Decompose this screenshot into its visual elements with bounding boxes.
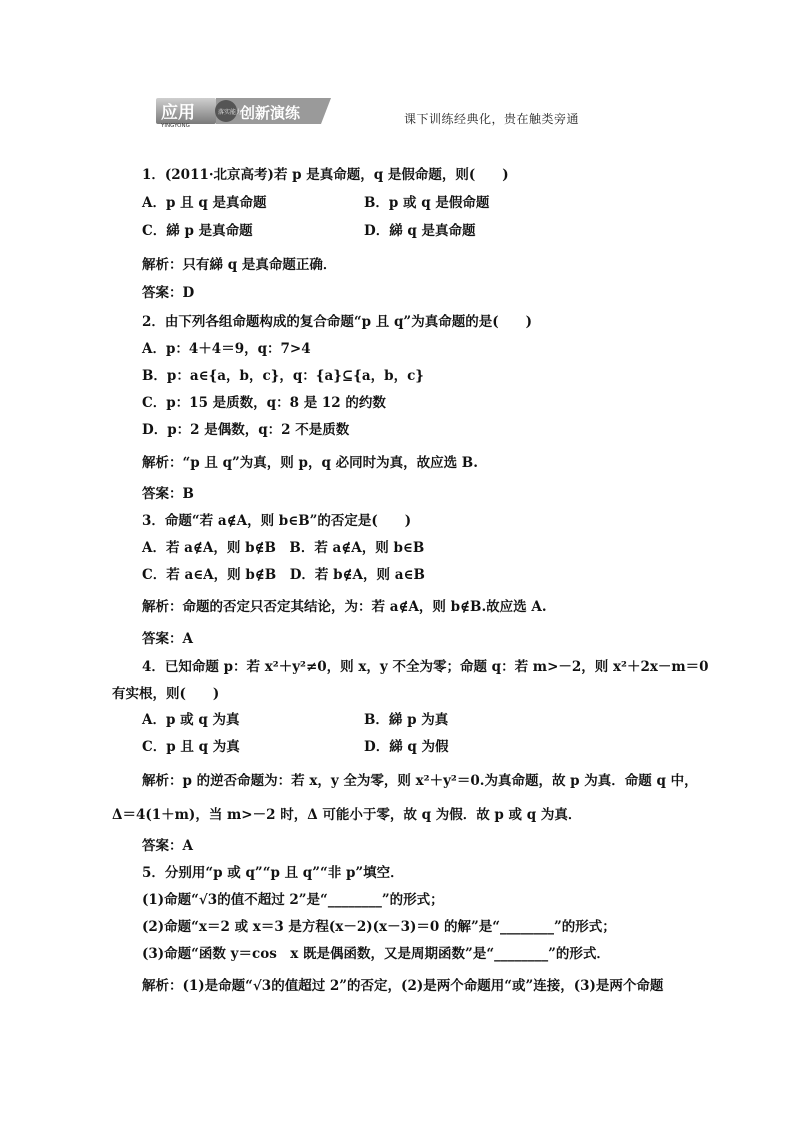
banner-graphic [156, 96, 331, 128]
text-line-q1d: D．綈 q 是真命题 [364, 223, 476, 239]
text-line-q2s: 解析：“p 且 q”为真，则 p，q 必同时为真，故应选 B. [142, 455, 478, 471]
text-line-q5a: (1)命题“√3的值不超过 2”是“________”的形式； [142, 892, 444, 908]
text-line-q3ans: 答案：A [142, 631, 193, 647]
text-line-q1ans: 答案：D [142, 285, 195, 301]
text-line-q2ans: 答案：B [142, 486, 194, 502]
logo-small: 落实能力 [218, 109, 243, 116]
text-line-q1: 1．(2011·北京高考)若 p 是真命题，q 是假命题，则( ) [142, 167, 509, 183]
text-line-q5b: (2)命题“x＝2 或 x＝3 是方程(x－2)(x－3)＝0 的解”是“________”的形式； [142, 919, 616, 935]
text-line-q3: 3．命题“若 a∉A，则 b∈B”的否定是( ) [142, 513, 412, 529]
text-line-q1s: 解析：只有綈 q 是真命题正确． [142, 257, 337, 273]
text-line-q1b: B．p 或 q 是假命题 [364, 195, 490, 211]
logo-text-1: 应用 [161, 103, 195, 123]
text-line-q4d: D．綈 q 为假 [364, 739, 449, 755]
logo-text-2: 创新演练 [240, 104, 301, 122]
text-line-q2b: B．p：a∈{a，b，c}，q：{a}⊆{a，b，c} [142, 368, 424, 384]
logo-pinyin: YINGYONG [161, 123, 190, 128]
text-line-q5: 5．分别用“p 或 q”“p 且 q”“非 p”填空． [142, 865, 404, 881]
text-line-q4s2: Δ＝4(1＋m)，当 m>－2 时，Δ 可能小于零，故 q 为假．故 p 或 q 为真． [112, 807, 582, 823]
text-line-q2: 2．由下列各组命题构成的复合命题“p 且 q”为真命题的是( ) [142, 314, 532, 330]
text-line-q4s1: 解析：p 的逆否命题为：若 x，y 全为零，则 x²＋y²＝0.为真命题，故 p 为真．命题 q 中， [142, 773, 698, 789]
text-line-q4b: B．綈 p 为真 [364, 712, 449, 728]
text-line-q4ans: 答案：A [142, 838, 193, 854]
text-line-q1a: A．p 且 q 是真命题 [142, 195, 267, 211]
text-line-q4l2: 有实根，则( ) [112, 686, 220, 702]
section-banner [156, 96, 331, 128]
text-line-q2d: D．p：2 是偶数，q：2 不是质数 [142, 422, 350, 438]
banner-slogan: 课下训练经典化，贵在触类旁通 [404, 112, 580, 126]
text-line-q5s: 解析：(1)是命题“√3的值超过 2”的否定，(2)是两个命题用“或”连接，(3)是两个命题 [142, 978, 664, 994]
text-line-q2a: A．p：4＋4＝9，q：7>4 [142, 341, 311, 357]
text-line-q2c: C．p：15 是质数，q：8 是 12 的约数 [142, 395, 386, 411]
text-line-q4a: A．p 或 q 为真 [142, 712, 240, 728]
text-line-q4c: C．p 且 q 为真 [142, 739, 240, 755]
text-line-q1c: C．綈 p 是真命题 [142, 223, 253, 239]
text-line-q4l1: 4．已知命题 p：若 x²＋y²≠0，则 x，y 不全为零；命题 q：若 m>－2，则 x²＋2x－m＝0 [142, 659, 709, 675]
text-line-q3cd: C．若 a∈A，则 b∉B D．若 b∉A，则 a∈B [142, 567, 425, 583]
text-line-q3s: 解析：命题的否定只否定其结论，为：若 a∉A，则 b∉B.故应选 A. [142, 599, 547, 615]
text-line-q5c: (3)命题“函数 y＝cos x 既是偶函数，又是周期函数”是“________”的形式． [142, 946, 610, 962]
text-line-q3ab: A．若 a∉A，则 b∉B B．若 a∉A，则 b∈B [142, 540, 425, 556]
